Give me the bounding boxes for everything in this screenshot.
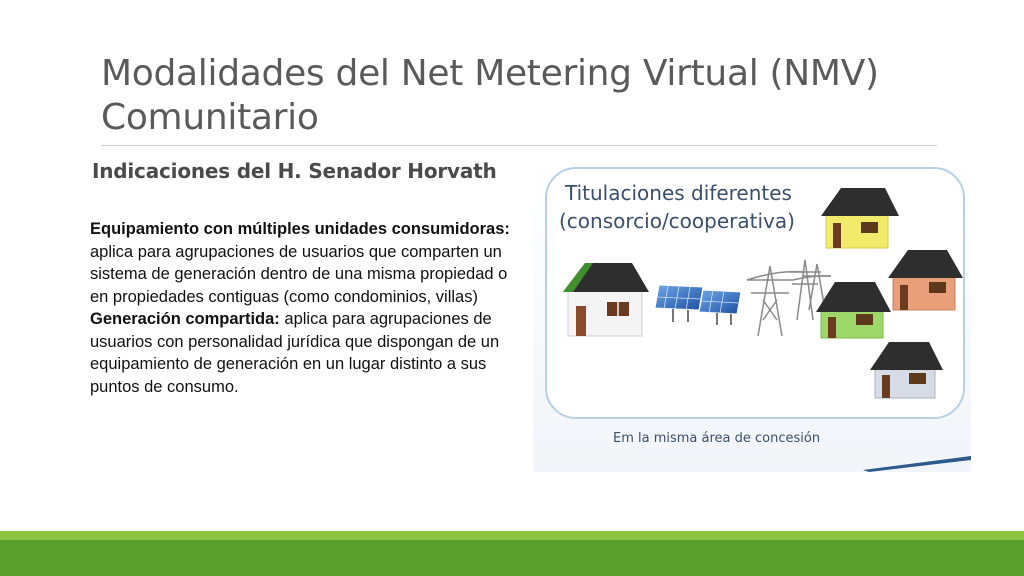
slide-title-line2: Comunitario <box>101 97 319 138</box>
slide-title-line1: Modalidades del Net Metering Virtual (NMV) <box>101 53 879 94</box>
paragraph-equipamiento <box>90 218 510 308</box>
slide-title <box>101 52 961 140</box>
title-divider <box>101 145 937 146</box>
slide-subtitle: Indicaciones del H. Senador Horvath <box>92 159 497 183</box>
paragraph-generacion-text: aplica para agrupaciones de usuarios con personalidad jurídica que dispongan de un equipamiento de generación en un lugar distinto a sus puntos de consumo. <box>90 310 500 396</box>
body-text <box>90 218 510 398</box>
paragraph-generacion <box>90 308 510 398</box>
paragraph-generacion-heading: Generación compartida: <box>90 310 280 328</box>
figure-title-line2: (consorcio/cooperativa) <box>559 209 795 233</box>
footer-bar-light <box>0 531 1024 540</box>
nmv-illustration <box>533 160 971 472</box>
paragraph-equipamiento-text: aplica para agrupaciones de usuarios que comparten un sistema de generación dentro de una misma propiedad o en propiedades contiguas (como condominios, villas) <box>90 242 508 306</box>
figure-caption: Em la misma área de concesión <box>613 431 821 446</box>
footer-bar-dark <box>0 540 1024 576</box>
figure-title-line1: Titulaciones diferentes <box>565 181 792 205</box>
nmv-illustration-svg <box>533 160 971 472</box>
paragraph-equipamiento-heading: Equipamiento con múltiples unidades consumidoras: <box>90 220 510 238</box>
